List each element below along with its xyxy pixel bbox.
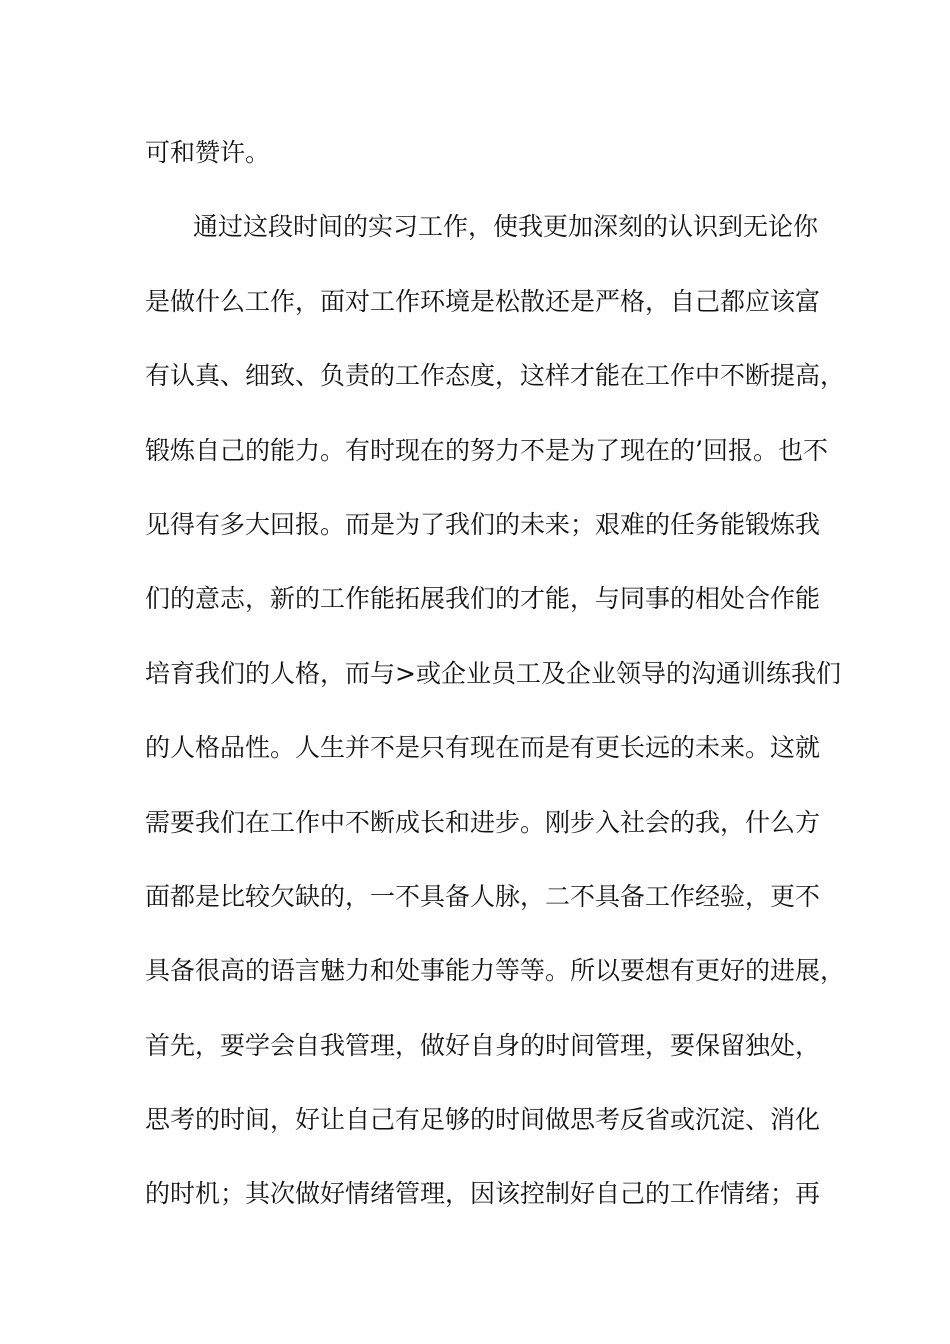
text-line: 首先，要学会自我管理，做好自身的时间管理，要保留独处， bbox=[145, 1030, 821, 1060]
body-text bbox=[145, 126, 846, 1242]
text-line: 锻炼自己的能力。有时现在的努力不是为了现在的’回报。也不 bbox=[145, 435, 828, 465]
paragraph-first-line: 通过这段时间的实习工作，使我更加深刻的认识到无论你 bbox=[193, 212, 819, 242]
text-line: 的人格品性。人生并不是只有现在而是有更长远的未来。这就 bbox=[145, 733, 821, 763]
text-line: 见得有多大回报。而是为了我们的未来；艰难的任务能锻炼我 bbox=[145, 509, 821, 539]
text-line: 们的意志，新的工作能拓展我们的才能，与同事的相处合作能 bbox=[145, 584, 821, 614]
text-line: 的时机；其次做好情绪管理，因该控制好自己的工作情绪；再 bbox=[145, 1179, 821, 1209]
text-line: 面都是比较欠缺的，一不具备人脉，二不具备工作经验，更不 bbox=[145, 881, 821, 911]
text-line: 可和赞许。 bbox=[145, 138, 271, 167]
text-line: 是做什么工作，面对工作环境是松散还是严格，自己都应该富 bbox=[145, 286, 821, 316]
text-line: 需要我们在工作中不断成长和进步。刚步入社会的我，什么方 bbox=[145, 807, 821, 837]
text-line: 具备很高的语言魅力和处事能力等等。所以要想有更好的进展， bbox=[145, 956, 846, 986]
text-line: 思考的时间，好让自己有足够的时间做思考反省或沉淀、消化 bbox=[145, 1105, 821, 1135]
text-line: 培育我们的人格，而与>或企业员工及企业领导的沟通训练我们 bbox=[145, 658, 841, 688]
text-line: 有认真、细致、负责的工作态度，这样才能在工作中不断提高， bbox=[145, 361, 846, 391]
